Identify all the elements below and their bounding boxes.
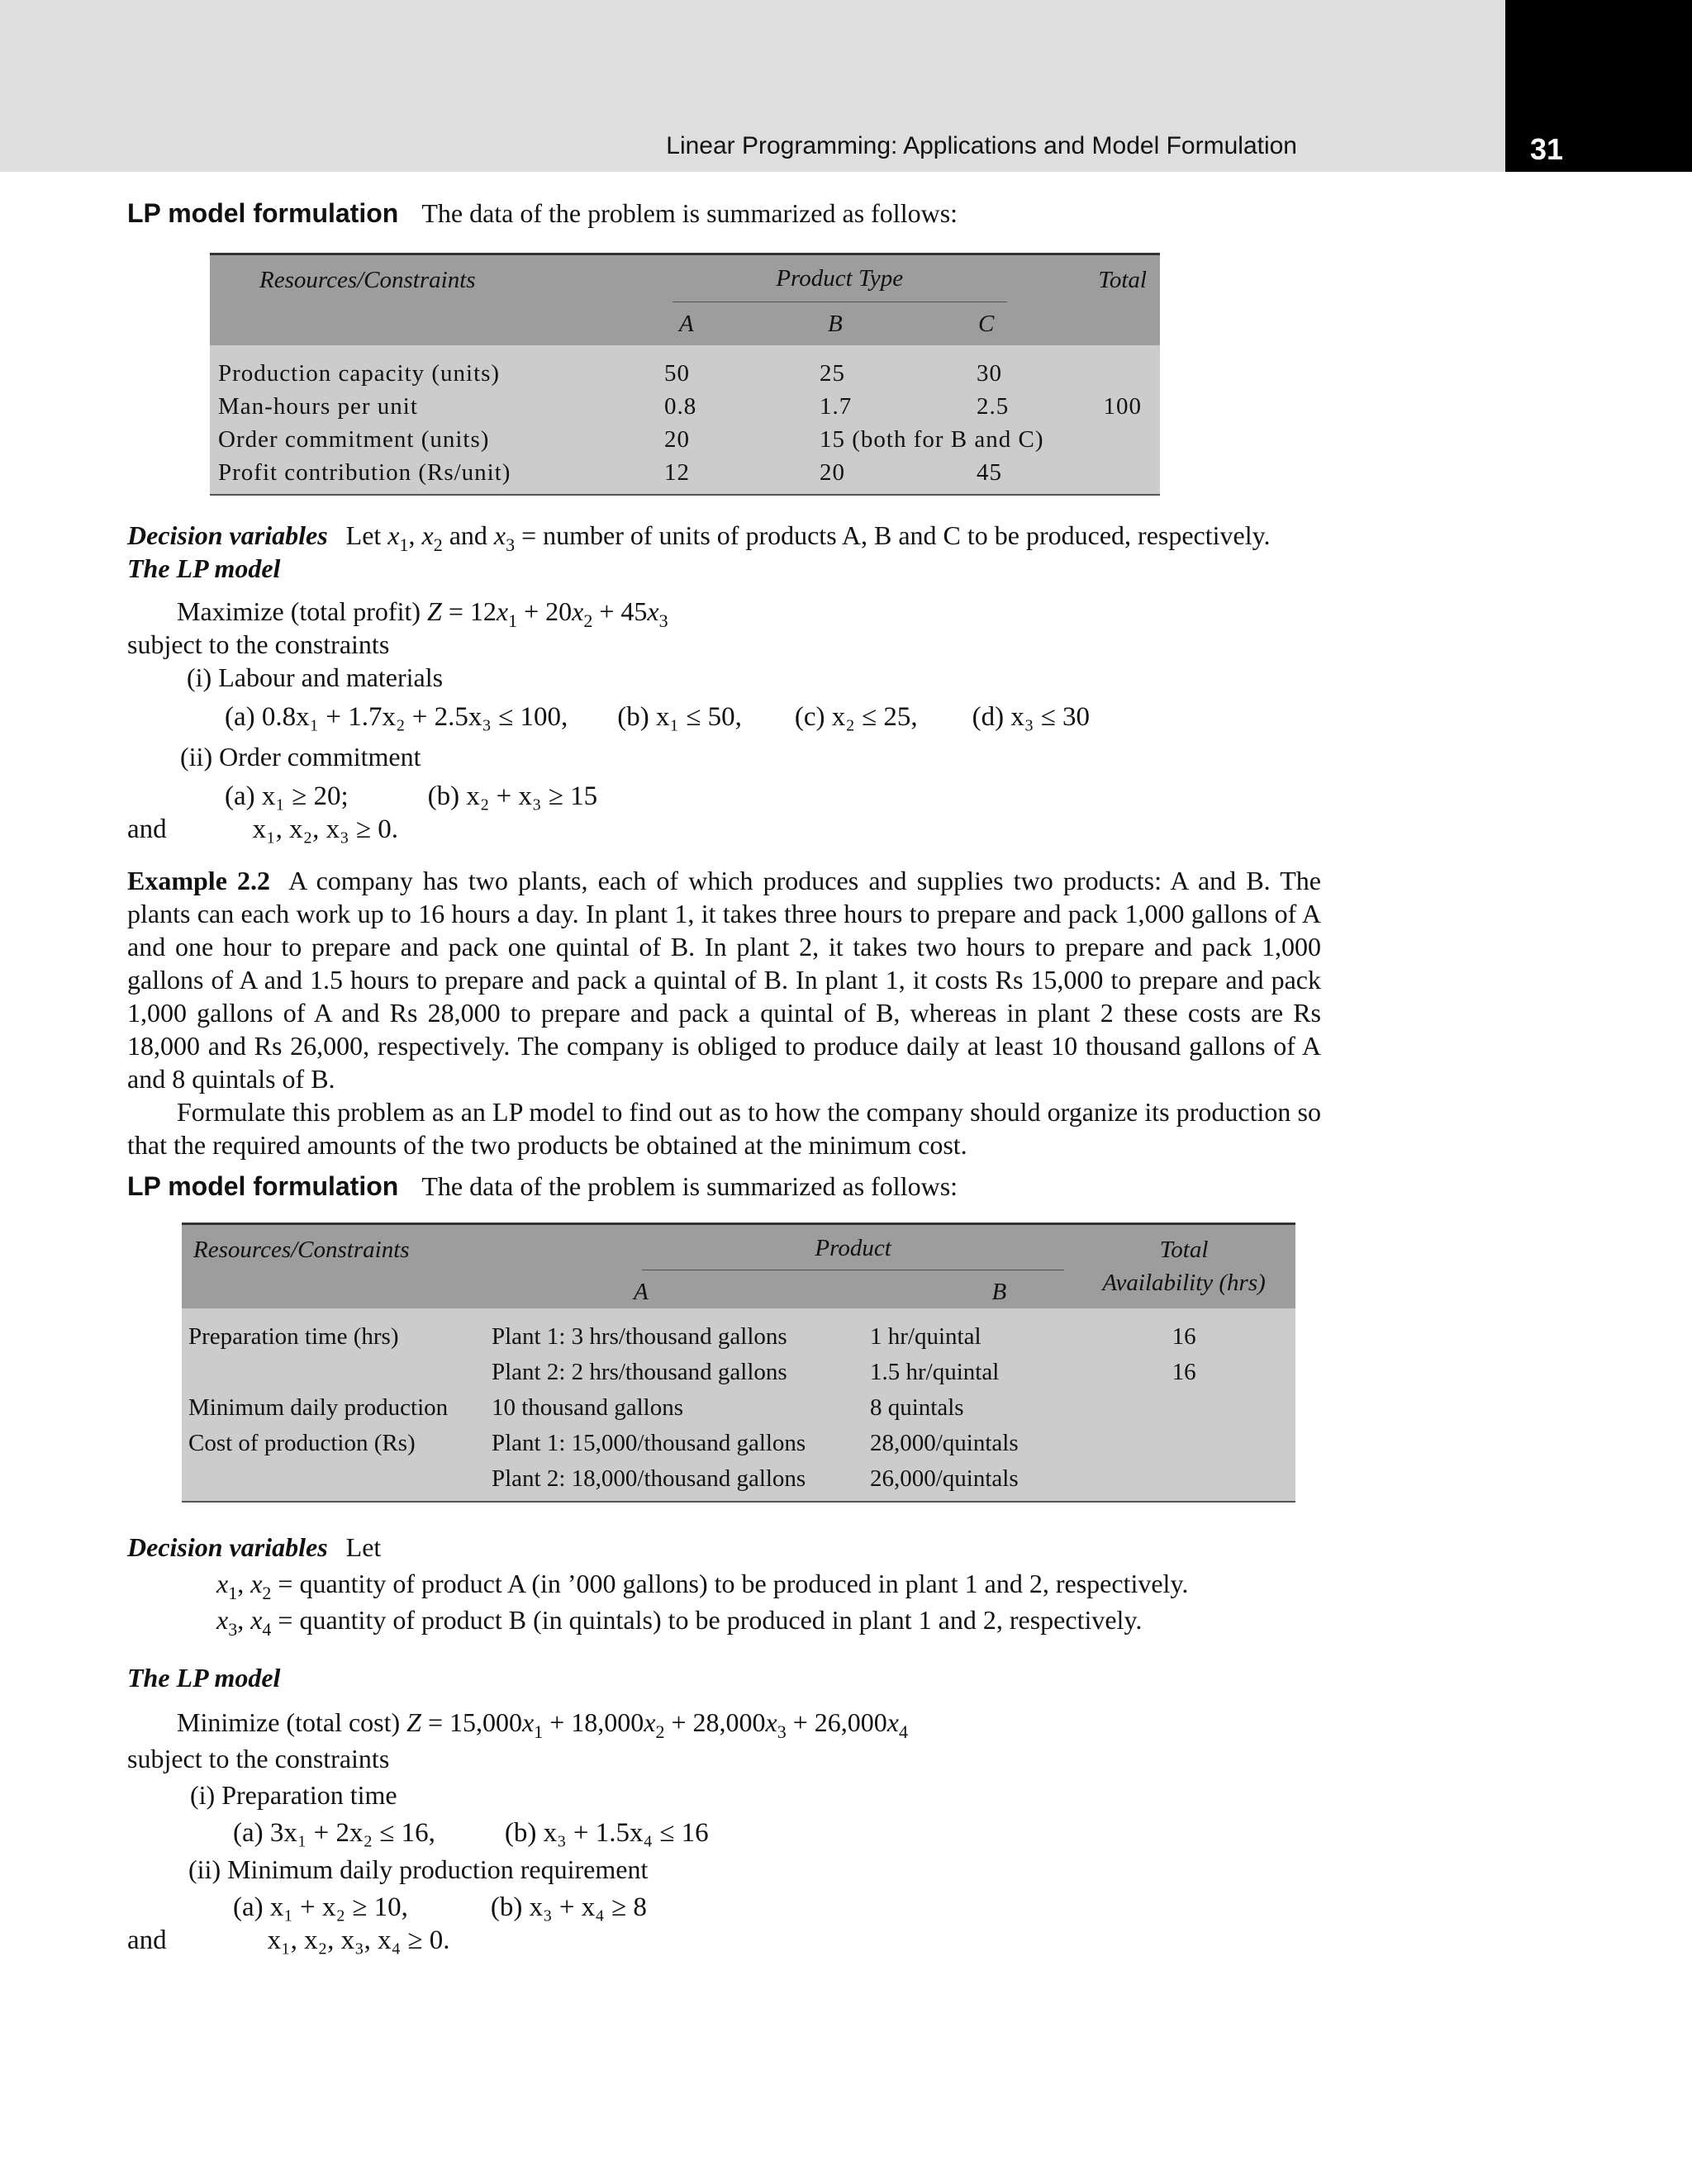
- table1-sub-b: B: [828, 311, 843, 337]
- cell-total: [1072, 1389, 1295, 1425]
- cell-b: 25: [820, 360, 845, 387]
- subject-to-2: subject to the constraints: [127, 1744, 390, 1773]
- table2-header-availability: Availability (hrs): [1102, 1270, 1266, 1296]
- decision-variables-label: Decision variables: [127, 1532, 328, 1562]
- cell-total: [1072, 1425, 1295, 1460]
- table1-header-product-type: Product Type: [673, 262, 1007, 302]
- cell-a: Plant 2: 2 hrs/thousand gallons: [492, 1358, 787, 1385]
- cell-a: 20: [664, 426, 690, 453]
- objective-minimize: Minimize (total cost) $Z = 15,000x_1 + 18,000x_2 + 28,000x_3 + 26,000x_4$: [177, 1707, 908, 1742]
- subject-to-1: subject to the constraints: [127, 629, 390, 659]
- cell-c: 30: [977, 360, 1002, 387]
- cell-b: 1.7: [820, 393, 853, 420]
- constraint-group-4-label: (ii) Minimum daily production requirement: [188, 1854, 649, 1884]
- section1-intro: The data of the problem is summarized as follows:: [421, 198, 958, 228]
- example-paragraph-2: Formulate this problem as an LP model to find out as to how the company should organize its production so that the required amounts of the two products be obtained at the minimum cost.: [127, 1097, 1321, 1160]
- table1-header-resources: Resources/Constraints: [259, 266, 476, 293]
- section2-heading-line: [127, 1170, 1321, 1203]
- running-title: Linear Programming: Applications and Model Formulation: [666, 132, 1297, 159]
- table1-sub-a: A: [679, 311, 694, 337]
- section2-heading: LP model formulation: [127, 1171, 399, 1201]
- cell-bc: 15 (both for B and C): [820, 426, 1044, 453]
- table-row: [210, 423, 1160, 456]
- table1-header-total: Total: [1098, 266, 1147, 293]
- lp-model-label-2: The LP model: [127, 1663, 281, 1693]
- cell-b: 20: [820, 459, 845, 486]
- row-label: Man-hours per unit: [218, 393, 418, 420]
- lp-model-label-1: The LP model: [127, 553, 281, 583]
- example-label: Example 2.2: [127, 866, 271, 895]
- table-row: [210, 345, 1160, 390]
- row-label: Cost of production (Rs): [188, 1429, 416, 1456]
- cell-a: 0.8: [664, 393, 697, 420]
- page-content: [127, 197, 1321, 1957]
- table-row: [210, 456, 1160, 495]
- nonnegativity-1: and x₁, x₂, x₃ ≥ 0.: [127, 814, 399, 844]
- cell-c: 45: [977, 459, 1002, 486]
- example-paragraph-1: Example 2.2 A company has two plants, each of which produces and supplies two products: A and B. The plants can each work up to 16 hours a day. In plant 1, it takes three hours to prepare and pack 1,000 gallons of A and one hour to prepare and pack one quintal of B. In plant 2, it takes two hours to prepare and pack 1,000 gallons of A and 1.5 hours to prepare and pack a quintal of B. In plant 1, it costs Rs 15,000 to prepare and pack 1,000 gallons of A and Rs 28,000 to prepare and pack a quintal of B, whereas in plant 2 these costs are Rs 18,000 and Rs 26,000, respectively. The company is obliged to produce daily at least 10 thousand gallons of A and 8 quintals of B.: [127, 866, 1322, 1094]
- row-label: Production capacity (units): [218, 360, 501, 387]
- decision-variables-2: Decision variables Let: [127, 1532, 382, 1562]
- row-label: Profit contribution (Rs/unit): [218, 459, 511, 486]
- constraint-group-3-label: (i) Preparation time: [190, 1780, 397, 1810]
- cell-c: 2.5: [977, 393, 1010, 420]
- table2-header-resources: Resources/Constraints: [193, 1237, 410, 1263]
- decision-variables-1: Decision variables Let $x_1$, $x_2$ and $x_3$ = number of units of products A, B and C to be produced, respectively.: [127, 520, 1271, 555]
- decision-variables-label: Decision variables: [127, 520, 328, 550]
- page-number: 31: [1530, 132, 1564, 166]
- cell-total: [1072, 1460, 1295, 1502]
- table2-header-total: Total: [1159, 1237, 1209, 1263]
- row-label: [182, 1460, 485, 1502]
- table-row: [182, 1308, 1295, 1354]
- table-row: [182, 1354, 1295, 1389]
- cell-a: 10 thousand gallons: [492, 1393, 683, 1421]
- cell-total: 100: [1103, 393, 1142, 420]
- constraint-group-1: (a) 0.8x₁ + 1.7x₂ + 2.5x₃ ≤ 100, (b) x₁ ≤ 50, (c) x₂ ≤ 25, (d) x₃ ≤ 30: [225, 702, 1090, 732]
- cell-a: Plant 1: 15,000/thousand gallons: [492, 1429, 806, 1456]
- table2-sub-a: A: [634, 1279, 649, 1305]
- cell-total: [1073, 456, 1160, 495]
- cell-total: [1073, 345, 1160, 390]
- table-row: [210, 390, 1160, 423]
- cell-b: 26,000/quintals: [870, 1465, 1019, 1492]
- cell-b: 1.5 hr/quintal: [870, 1358, 1000, 1385]
- section1-heading-line: [127, 197, 1321, 230]
- plant-data-table: [182, 1223, 1295, 1503]
- row-label: Preparation time (hrs): [188, 1322, 399, 1350]
- table-row: [182, 1425, 1295, 1460]
- decision-variable-line-1: $x_1$, $x_2$ = quantity of product A (in ’000 gallons) to be produced in plant 1 and 2, respectively.: [216, 1569, 1189, 1603]
- cell-a: 12: [664, 459, 690, 486]
- row-label: Minimum daily production: [188, 1393, 449, 1421]
- cell-b: 28,000/quintals: [870, 1429, 1019, 1456]
- cell-total: [1073, 423, 1160, 456]
- constraint-group-3: (a) 3x₁ + 2x₂ ≤ 16, (b) x₃ + 1.5x₄ ≤ 16: [233, 1818, 709, 1848]
- table2-sub-b: B: [991, 1279, 1007, 1305]
- objective-maximize: Maximize (total profit) $Z = 12x_1 + 20x_2 + 45x_3$: [177, 596, 668, 631]
- table-row: [182, 1460, 1295, 1502]
- constraint-group-2-label: (ii) Order commitment: [180, 742, 421, 772]
- header-band: [0, 0, 1505, 172]
- cell-a: Plant 1: 3 hrs/thousand gallons: [492, 1322, 787, 1350]
- constraint-group-2: (a) x₁ ≥ 20; (b) x₂ + x₃ ≥ 15: [225, 781, 598, 811]
- cell-b: 1 hr/quintal: [870, 1322, 981, 1350]
- cell-a: Plant 2: 18,000/thousand gallons: [492, 1465, 806, 1492]
- cell-total: 16: [1172, 1358, 1196, 1385]
- product-data-table: [210, 253, 1160, 496]
- table1-sub-c: C: [978, 311, 995, 337]
- constraint-group-1-label: (i) Labour and materials: [187, 662, 444, 692]
- row-label: [182, 1354, 485, 1389]
- nonnegativity-2: and x₁, x₂, x₃, x₄ ≥ 0.: [127, 1925, 450, 1955]
- section1-heading: LP model formulation: [127, 198, 399, 228]
- table2-header-product: Product: [642, 1232, 1064, 1270]
- row-label: Order commitment (units): [218, 426, 490, 453]
- page-number-box: [1505, 0, 1692, 172]
- section2-intro: The data of the problem is summarized as follows:: [421, 1171, 958, 1201]
- table-row: [182, 1389, 1295, 1425]
- cell-b: 8 quintals: [870, 1393, 964, 1421]
- cell-a: 50: [664, 360, 690, 387]
- constraint-group-4: (a) x₁ + x₂ ≥ 10, (b) x₃ + x₄ ≥ 8: [233, 1892, 647, 1922]
- cell-total: 16: [1172, 1322, 1196, 1350]
- decision-variable-line-2: $x_3$, $x_4$ = quantity of product B (in quintals) to be produced in plant 1 and 2, respectively.: [216, 1605, 1143, 1640]
